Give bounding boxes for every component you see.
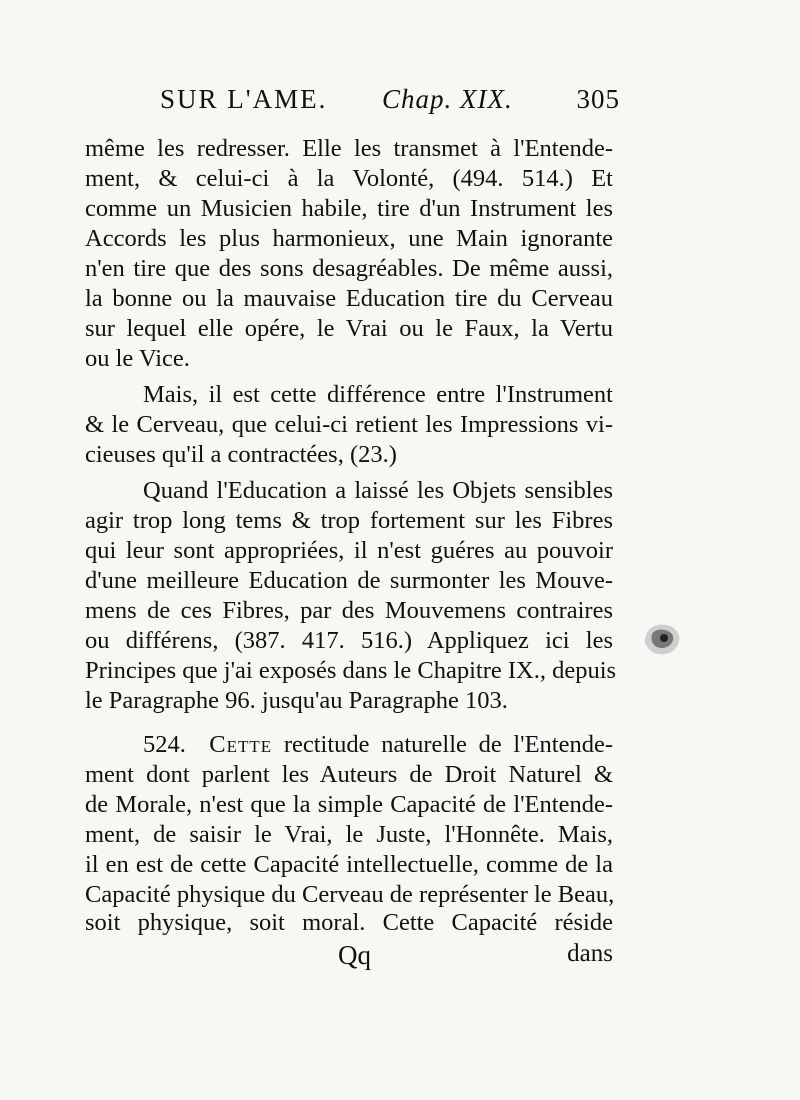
text-line: de Morale, n'est que la simple Capacité de l'Entende- [85,791,613,818]
text-line: n'en tire que des sons desagréables. De même aussi, [85,255,613,282]
text-line: qui leur sont appropriées, il n'est guéres au pouvoir [85,537,613,564]
text-line: agir trop long tems & trop fortement sur les Fibres [85,507,613,534]
text-line: comme un Musicien habile, tire d'un Instrument les [85,195,613,222]
text-line: il en est de cette Capacité intellectuelle, comme de la [85,851,613,878]
text-line: ment, & celui-ci à la Volonté, (494. 514.) Et [85,165,613,192]
page-footer [320,940,613,972]
running-title: SUR L'AME. [160,84,328,114]
text-line: mens de ces Fibres, par des Mouvemens contraires [85,597,613,624]
lead-word: Cette [209,731,273,758]
text-line: la bonne ou la mauvaise Education tire du Cerveau [85,285,613,312]
text-line: rectitude naturelle de l'Entende- [283,731,614,758]
text-line: sur lequel elle opére, le Vrai ou le Faux, la Vertu [85,315,613,342]
text-line: Accords les plus harmonieux, une Main ignorante [85,225,613,252]
text-line: ou différens, (387. 417. 516.) Appliquez ici les [85,627,613,654]
text-line: Quand l'Education a laissé les Objets sensibles [143,477,613,504]
ink-blot [640,618,684,658]
paragraph-number: 524. [143,731,186,758]
running-head [160,84,620,128]
text-line: ment, de saisir le Vrai, le Juste, l'Honnête. Mais, [85,821,613,848]
text-line: Mais, il est cette différence entre l'Instrument [143,381,613,408]
text-line: cieuses qu'il a contractées, (23.) [85,441,397,468]
text-line: le Paragraphe 96. jusqu'au Paragraphe 103. [85,687,508,714]
chapter-reference: Chap. XIX. [382,84,513,114]
signature-mark: Qq [338,940,371,970]
text-line: d'une meilleure Education de surmonter les Mouve- [85,567,613,594]
catchword: dans [567,940,613,967]
text-line: ou le Vice. [85,345,190,372]
page-number: 305 [576,84,620,114]
text-line: Principes que j'ai exposés dans le Chapitre IX., depuis [85,657,617,684]
text-line: ment dont parlent les Auteurs de Droit Naturel & [85,761,613,788]
text-line: même les redresser. Elle les transmet à l'Entende- [85,135,613,162]
text-line: soit physique, soit moral. Cette Capacité réside [85,909,613,936]
text-line: & le Cerveau, que celui-ci retient les Impressions vi- [85,411,613,438]
numbered-first-line [143,730,613,760]
text-line: Capacité physique du Cerveau de représenter le Beau, [85,881,615,908]
